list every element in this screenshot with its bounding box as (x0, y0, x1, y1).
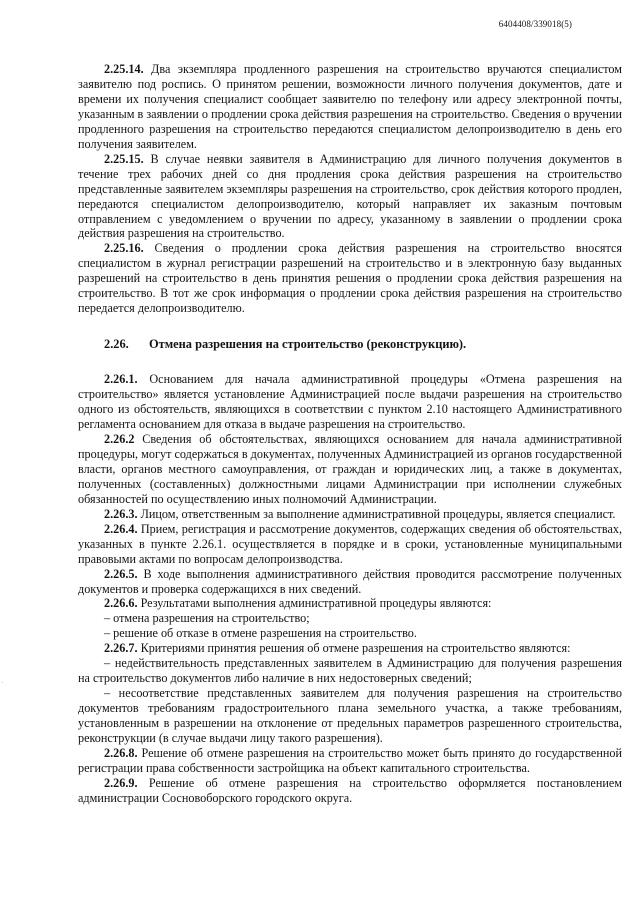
paragraph-text: Результатами выполнения административной процедуры являются: (140, 596, 492, 611)
paragraph-2-26-8 (78, 746, 622, 776)
paragraph-text: Лицом, ответственным за выполнение административной процедуры, является специалист. (140, 506, 616, 521)
paragraph-2-26-2 (78, 432, 622, 507)
paragraph-number: 2.25.15. (104, 151, 144, 166)
paragraph-number: 2.26.8. (104, 745, 138, 760)
paragraph-text: Сведения о продлении срока действия разрешения на строительство вносятся специалистом в журнал регистрации разрешений на строительство и в электронную базу выданных разрешений на строительство в день принятия решения о продлении срока действия разрешения на строительство. В тот же срок информация о продлении срока действия разрешения на строительство передается делопроизводителю. (78, 241, 622, 316)
paragraph-text: В ходе выполнения административного действия проводится рассмотрение полученных документов и проверка содержащихся в них сведений. (78, 566, 623, 596)
document-body (78, 62, 622, 806)
paragraph-text: В случае неявки заявителя в Администрацию для личного получения документов в течение трех рабочих дней со дня продления срока действия разрешения на строительство представленные заявителем экземпляры разрешения на строительство, срок действия которого продлен, передаются специалистом делопроизводителю, который направляет их заказным почтовым отправлением с уведомлением о вручении по адресу, указанному в заявлении о продлении срока действия разрешения на строительство. (78, 151, 623, 241)
paragraph-number: 2.26.4. (104, 521, 138, 536)
paragraph-2-26-1 (78, 372, 622, 432)
list-item: – решение об отказе в отмене разрешения на строительство. (104, 626, 417, 641)
paragraph-text: Сведения об обстоятельствах, являющихся основанием для начала административной процедуры, могут содержаться в документах, полученных Администрацией из органов государственной власти, органов местного самоуправления, от граждан и юридических лиц, а также в документах, полученных (составленных) должностными лицами Администрации при исполнении служебных обязанностей по осуществлению иных полномочий Администрации. (78, 431, 622, 506)
paragraph-number: 2.26.1. (104, 372, 138, 387)
paragraph-text: Решение об отмене разрешения на строительство оформляется постановлением администрации Сосновоборского городского округа. (78, 775, 623, 805)
paragraph-2-26-6 (78, 596, 622, 611)
list-item: – несоответствие представленных заявителем для получения разрешения на строительство документов требованиям градостроительного плана земельного участка, а также требованиям, установленным в разрешении на отклонение от предельных параметров разрешенного строительства, реконструкции (в случае выдачи лицу такого разрешения). (78, 686, 622, 746)
paragraph-number: 2.26.7. (104, 641, 138, 656)
paragraph-number: 2.26.9. (104, 775, 138, 790)
list-item: – отмена разрешения на строительство; (104, 611, 310, 626)
list-item: – недействительность представленных заявителем в Администрацию для получения разрешения на строительство документов либо наличие в них недостоверных сведений; (78, 656, 622, 686)
section-number: 2.26. (104, 337, 129, 352)
paragraph-2-25-15 (78, 152, 622, 242)
section-title: Отмена разрешения на строительство (реконструкцию). (149, 337, 467, 352)
paragraph-2-26-7 (78, 641, 622, 656)
paragraph-text: Два экземпляра продленного разрешения на строительство вручаются специалистом заявителю под роспись. О принятом решении, возможности личного получения документов, дате и времени их получения специалист сообщает заявителю по телефону или адресу электронной почты, указанным в заявлении о продлении срока действия разрешения на строительство. Сведения о вручении продленного разрешения на строительство передаются специалистом делопроизводителю в день его получения заявителем. (78, 62, 622, 151)
paragraph-number: 2.25.14. (104, 62, 144, 76)
paragraph-number: 2.26.6. (104, 596, 138, 611)
scan-speck (2, 682, 3, 683)
paragraph-2-26-3 (78, 507, 622, 522)
paragraph-text: Основанием для начала административной процедуры «Отмена разрешения на строительство» является установление Администрацией после выдачи разрешения на строительство одного из обстоятельств, являющихся в соответствии с пунктом 2.10 настоящего Административного регламента основанием для отказа в выдаче разрешения на строительство. (78, 372, 623, 432)
section-heading-2-26 (78, 337, 622, 352)
paragraph-2-26-5 (78, 567, 622, 597)
paragraph-2-25-16 (78, 241, 622, 316)
paragraph-number: 2.26.2 (104, 431, 135, 446)
paragraph-number: 2.26.5. (104, 566, 138, 581)
paragraph-number: 2.26.3. (104, 506, 138, 521)
paragraph-2-25-14 (78, 62, 622, 152)
paragraph-text: Критериями принятия решения об отмене разрешения на строительство являются: (140, 641, 571, 656)
paragraph-text: Решение об отмене разрешения на строительство может быть принято до государственной регистрации права собственности застройщика на объект капитального строительства. (78, 745, 622, 775)
paragraph-number: 2.25.16. (104, 241, 144, 256)
document-id: 6404408/339018(5) (498, 19, 572, 29)
paragraph-text: Прием, регистрация и рассмотрение документов, содержащих сведения об обстоятельствах, указанных в пункте 2.26.1. осуществляется в порядке и в сроки, установленные муниципальными правовыми актами по вопросам делопроизводства. (78, 521, 622, 566)
paragraph-2-26-4 (78, 522, 622, 567)
paragraph-2-26-9 (78, 776, 622, 806)
